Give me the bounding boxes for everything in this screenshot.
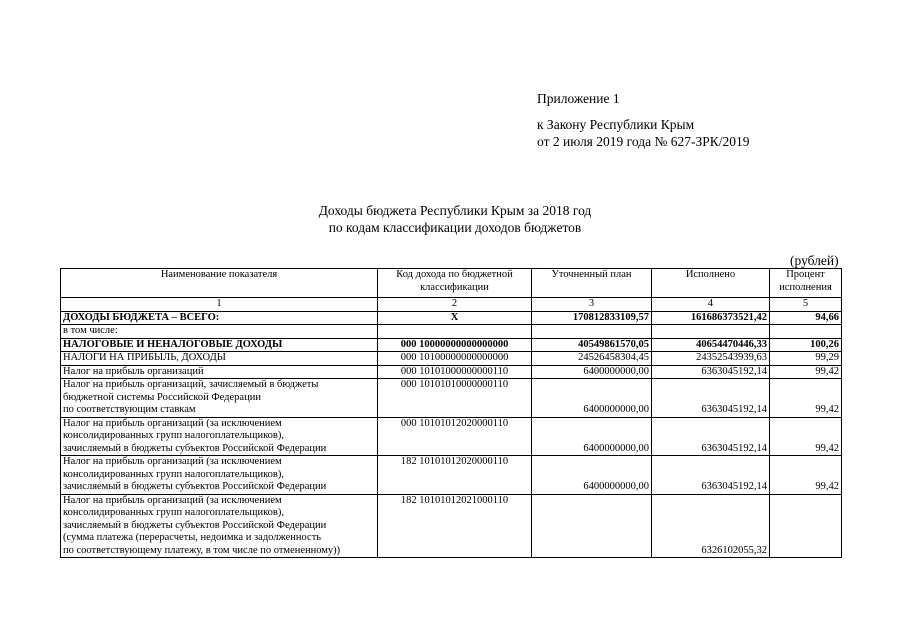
table-row <box>61 352 842 366</box>
row-name-line: Налог на прибыль организаций, зачисляемый в бюджеты <box>63 379 319 390</box>
row-code: 000 10101000000000110 <box>378 365 532 379</box>
row-name-line: зачисляемый в бюджеты субъектов Российской Федерации <box>63 481 327 492</box>
row-done: 24352543939,63 <box>652 352 770 366</box>
row-name-line: консолидированных групп налогоплательщиков), <box>63 468 284 480</box>
row-code: 182 10101012020000110 <box>378 456 532 495</box>
row-plan: 6400000000,00 <box>532 379 652 418</box>
row-percent: 99,42 <box>770 365 842 379</box>
row-name <box>61 494 378 558</box>
row-name-line: по соответствующим ставкам <box>63 404 196 415</box>
table-row <box>61 338 842 352</box>
row-name-line: по соответствующему платежу, в том числе по отмененному)) <box>63 544 341 556</box>
row-name <box>61 325 378 339</box>
row-done: 161686373521,42 <box>652 311 770 325</box>
row-name-line: Налог на прибыль организаций (за исключением <box>63 417 282 429</box>
row-percent: 99,29 <box>770 352 842 366</box>
appendix-date: от 2 июля 2019 года № 627-ЗРК/2019 <box>537 134 750 149</box>
row-percent: 99,42 <box>770 417 842 456</box>
row-plan: 6400000000,00 <box>532 365 652 379</box>
row-done: 6326102055,32 <box>652 494 770 558</box>
row-name <box>61 365 378 379</box>
row-name-line: в том числе: <box>63 325 118 336</box>
row-name-line: зачисляемый в бюджеты субъектов Российской Федерации <box>63 442 327 454</box>
row-percent: 100,26 <box>770 338 842 352</box>
row-name-line: зачисляемый в бюджеты субъектов Российской Федерации <box>63 519 327 531</box>
row-percent: 99,42 <box>770 456 842 495</box>
col-number: 4 <box>652 298 770 312</box>
row-code: 000 10101010000000110 <box>378 379 532 418</box>
row-name <box>61 352 378 366</box>
header-done: Исполнено <box>652 269 770 298</box>
title-line-2: по кодам классификации доходов бюджетов <box>328 220 582 235</box>
row-code: X <box>378 311 532 325</box>
row-code: 000 10101012020000110 <box>378 417 532 456</box>
col-number: 2 <box>378 298 532 312</box>
row-done: 6363045192,14 <box>652 379 770 418</box>
table-row <box>61 494 842 558</box>
header-name: Наименование показателя <box>61 269 378 298</box>
row-plan: 6400000000,00 <box>532 456 652 495</box>
row-name-line: НАЛОГОВЫЕ И НЕНАЛОГОВЫЕ ДОХОДЫ <box>63 338 283 350</box>
row-done: 40654470446,33 <box>652 338 770 352</box>
row-percent: 94,66 <box>770 311 842 325</box>
table-header-row <box>61 269 842 298</box>
row-name-line: консолидированных групп налогоплательщиков), <box>63 507 284 518</box>
table-row <box>61 456 842 495</box>
row-name-line: (сумма платежа (перерасчеты, недоимка и задолженность <box>63 532 322 543</box>
appendix-note <box>537 90 749 150</box>
col-number: 3 <box>532 298 652 312</box>
document-title <box>220 202 690 236</box>
table-row <box>61 311 842 325</box>
row-name-line: бюджетной системы Российской Федерации <box>63 391 261 403</box>
row-code: 182 10101012021000110 <box>378 494 532 558</box>
row-name-line: Налог на прибыль организаций (за исключением <box>63 494 282 506</box>
table-row <box>61 379 842 418</box>
row-plan <box>532 325 652 339</box>
row-plan: 24526458304,45 <box>532 352 652 366</box>
row-percent: 99,42 <box>770 379 842 418</box>
row-done: 6363045192,14 <box>652 456 770 495</box>
header-percent: Процент исполнения <box>770 269 842 298</box>
table-row <box>61 417 842 456</box>
row-code <box>378 325 532 339</box>
row-done <box>652 325 770 339</box>
row-percent <box>770 325 842 339</box>
row-plan: 6400000000,00 <box>532 417 652 456</box>
title-line-1: Доходы бюджета Республики Крым за 2018 год <box>318 203 592 218</box>
row-percent <box>770 494 842 558</box>
row-plan: 170812833109,57 <box>532 311 652 325</box>
header-plan: Уточненный план <box>532 269 652 298</box>
row-name <box>61 379 378 418</box>
row-name <box>61 338 378 352</box>
income-table <box>60 268 842 558</box>
row-name-line: Налог на прибыль организаций (за исключением <box>63 456 282 467</box>
unit-label: (рублей) <box>790 253 839 268</box>
row-name-line: НАЛОГИ НА ПРИБЫЛЬ, ДОХОДЫ <box>63 352 226 363</box>
table-row <box>61 325 842 339</box>
row-name <box>61 417 378 456</box>
row-name-line: Налог на прибыль организаций <box>63 365 204 377</box>
row-name <box>61 311 378 325</box>
header-code: Код дохода по бюджетной классификации <box>378 269 532 298</box>
column-number-row <box>61 298 842 312</box>
col-number: 5 <box>770 298 842 312</box>
row-name-line: ДОХОДЫ БЮДЖЕТА – ВСЕГО: <box>63 311 220 323</box>
appendix-law: к Закону Республики Крым <box>537 117 695 132</box>
row-plan <box>532 494 652 558</box>
col-number: 1 <box>61 298 378 312</box>
row-code: 000 10100000000000000 <box>378 352 532 366</box>
row-done: 6363045192,14 <box>652 365 770 379</box>
table-row <box>61 365 842 379</box>
row-name <box>61 456 378 495</box>
appendix-number: Приложение 1 <box>537 91 620 106</box>
row-code: 000 10000000000000000 <box>378 338 532 352</box>
row-plan: 40549861570,05 <box>532 338 652 352</box>
row-name-line: консолидированных групп налогоплательщиков), <box>63 430 284 441</box>
row-done: 6363045192,14 <box>652 417 770 456</box>
